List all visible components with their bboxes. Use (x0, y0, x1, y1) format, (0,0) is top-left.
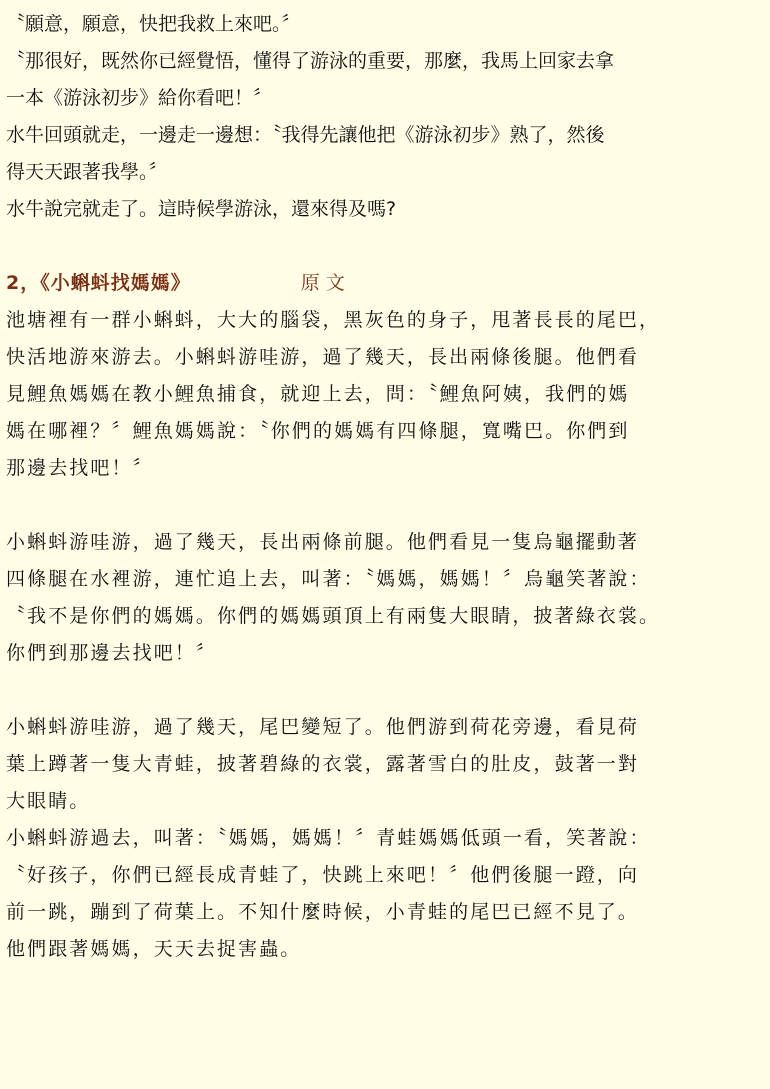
text-line: 那邊去找吧！〞 (6, 457, 154, 479)
text-line: 水牛回頭就走，一邊走一邊想：〝我得先讓他把《游泳初步》熟了，然後 (6, 124, 605, 146)
section-heading (6, 265, 770, 302)
blank-line (6, 228, 770, 265)
text-line: 他們跟著媽媽，天天去捉害蟲。 (6, 938, 302, 960)
text-line: 快活地游來游去。小蝌蚪游哇游，過了幾天，長出兩條後腿。他們看 (6, 346, 640, 368)
text-line: 水牛說完就走了。這時候學游泳，還來得及嗎? (6, 198, 397, 220)
text-line: 〝好孩子，你們已經長成青蛙了，快跳上來吧！〞他們後腿一蹬，向 (6, 864, 640, 886)
text-line: 你們到那邊去找吧！〞 (6, 642, 218, 664)
section-label: 原文 (300, 272, 351, 294)
blank-line (6, 672, 770, 709)
text-line: 〝那很好，既然你已經覺悟，懂得了游泳的重要，那麼，我馬上回家去拿 (6, 50, 615, 72)
section-title: 2，《小蝌蚪找媽媽》 (6, 272, 191, 294)
text-line: 池塘裡有一群小蝌蚪，大大的腦袋，黑灰色的身子，甩著長長的尾巴， (6, 309, 661, 331)
text-line: 一本《游泳初步》給你看吧！〞 (6, 87, 273, 109)
paragraph (6, 709, 770, 968)
text-line: 得天天跟著我學。〞 (6, 161, 168, 183)
text-line: 小蝌蚪游哇游，過了幾天，長出兩條前腿。他們看見一隻烏龜擺動著 (6, 531, 640, 553)
paragraph (6, 302, 770, 487)
blank-line (6, 487, 770, 524)
text-line: 媽在哪裡？〞鯉魚媽媽說：〝你們的媽媽有四條腿，寬嘴巴。你們到 (6, 420, 630, 442)
paragraph (6, 524, 770, 672)
text-line: 葉上蹲著一隻大青蛙，披著碧綠的衣裳，露著雪白的肚皮，鼓著一對 (6, 753, 640, 775)
text-line: 小蝌蚪游過去，叫著：〝媽媽，媽媽！〞青蛙媽媽低頭一看，笑著說： (6, 827, 651, 849)
text-line: 〝我不是你們的媽媽。你們的媽媽頭頂上有兩隻大眼睛，披著綠衣裳。 (6, 605, 661, 627)
text-line: 小蝌蚪游哇游，過了幾天，尾巴變短了。他們游到荷花旁邊，看見荷 (6, 716, 640, 738)
text-line: 〝願意，願意，快把我救上來吧。〞 (6, 13, 301, 35)
text-line: 大眼睛。 (6, 790, 91, 812)
text-line: 見鯉魚媽媽在教小鯉魚捕食，就迎上去，問：〝鯉魚阿姨，我們的媽 (6, 383, 630, 405)
text-line: 前一跳，蹦到了荷葉上。不知什麼時候，小青蛙的尾巴已經不見了。 (6, 901, 640, 923)
text-line: 四條腿在水裡游，連忙追上去，叫著：〝媽媽，媽媽！〞烏龜笑著說： (6, 568, 651, 590)
